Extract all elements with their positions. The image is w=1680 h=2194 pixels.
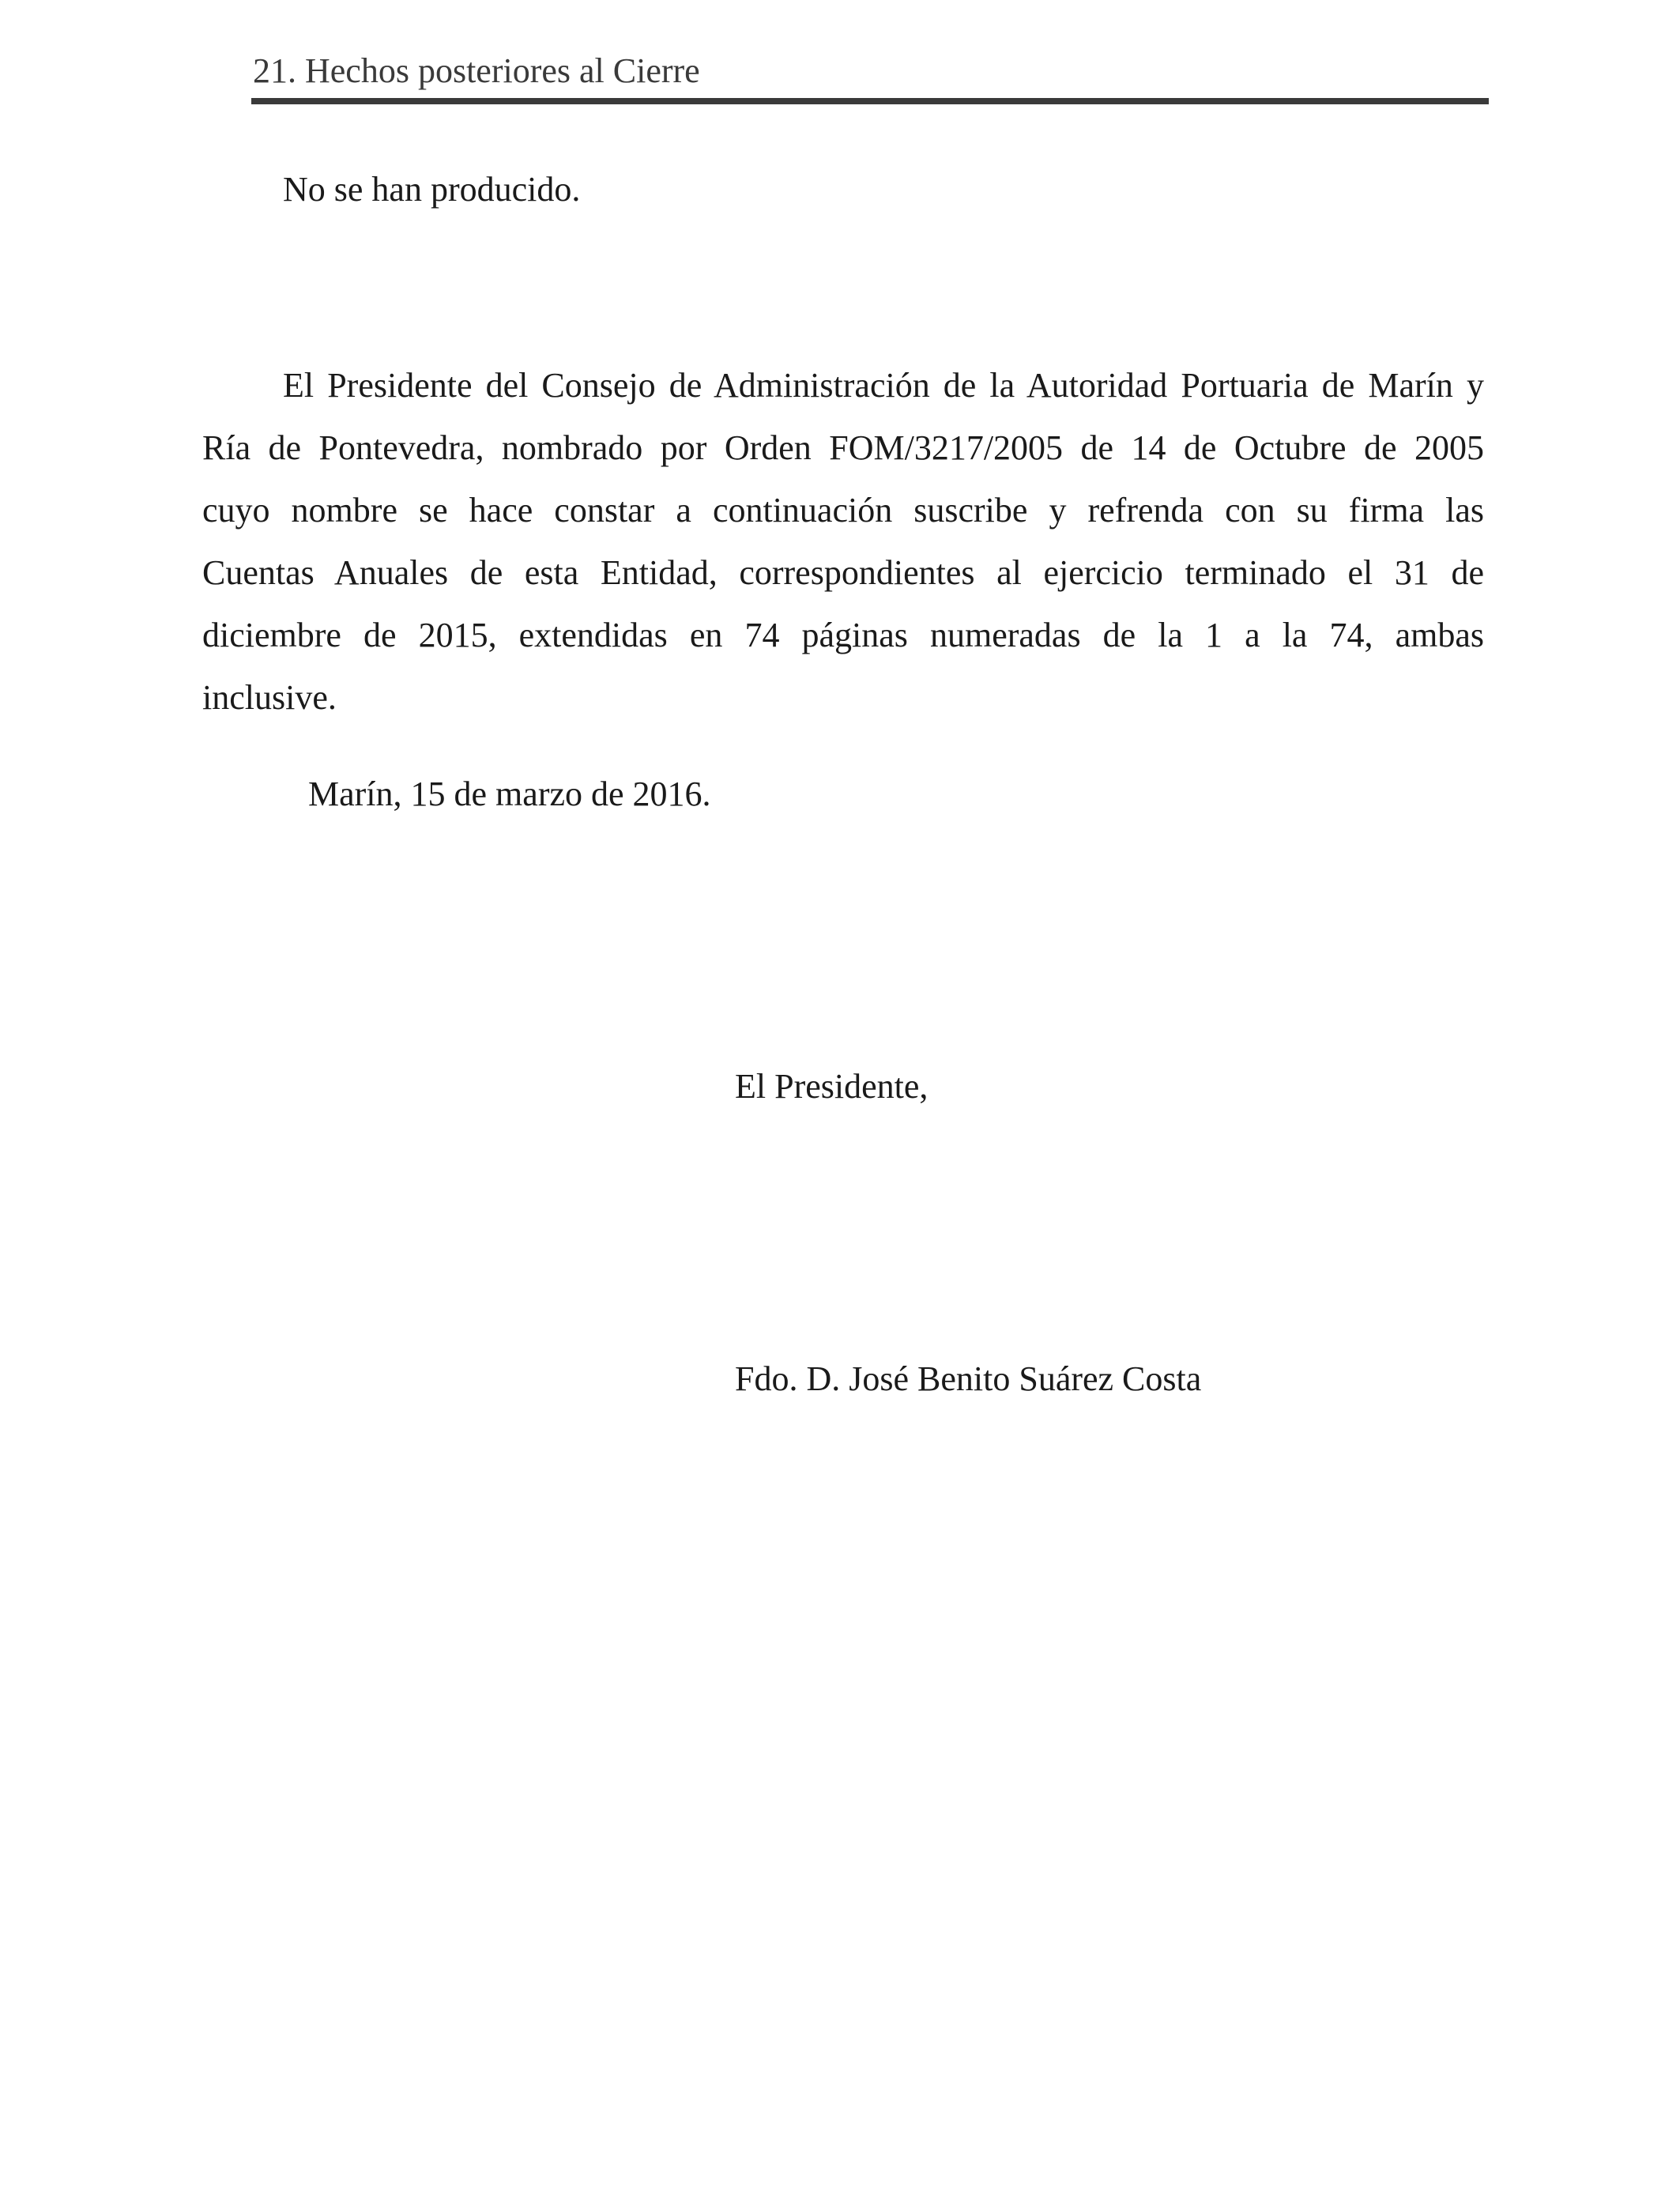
certification-line: Ría de Pontevedra, nombrado por Orden FOM/3217/2005 de 14 de Octubre de 2005 [202,428,1484,467]
no-events-statement: No se han producido. [283,170,581,209]
certification-line: cuyo nombre se hace constar a continuación suscribe y refrenda con su firma las [202,491,1484,530]
section-title: 21. Hechos posteriores al Cierre [253,51,700,90]
certification-line: diciembre de 2015, extendidas en 74 páginas numeradas de la 1 a la 74, ambas [202,616,1484,654]
signer-name: Fdo. D. José Benito Suárez Costa [735,1359,1202,1398]
signer-title: El Presidente, [735,1067,929,1106]
certification-line: Cuentas Anuales de esta Entidad, correspondientes al ejercicio terminado el 31 de [202,553,1484,592]
certification-paragraph [202,354,1484,729]
certification-line: inclusive. [202,678,337,717]
header-divider [251,98,1489,104]
place-and-date: Marín, 15 de marzo de 2016. [308,775,711,813]
certification-line: El Presidente del Consejo de Administración de la Autoridad Portuaria de Marín y [283,366,1484,405]
